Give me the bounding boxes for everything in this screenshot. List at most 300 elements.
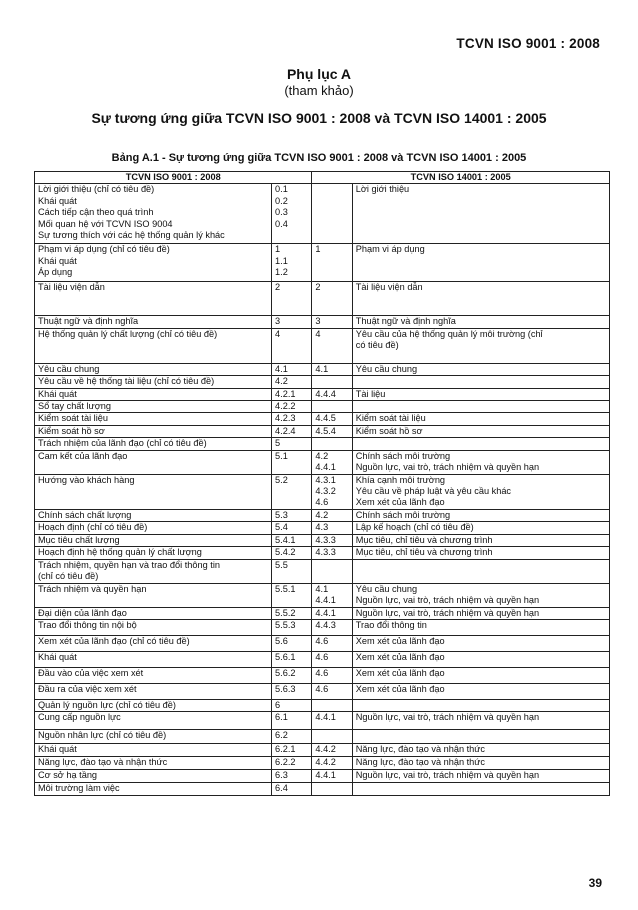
iso14001-number-cell: [312, 282, 352, 316]
iso9001-clause-cell: [35, 413, 272, 425]
table-caption: Bảng A.1 - Sự tương ứng giữa TCVN ISO 9001 : 2008 và TCVN ISO 14001 : 2005: [111, 152, 527, 164]
iso9001-clause-cell: [35, 699, 272, 711]
cell-line: 6.3: [275, 770, 288, 781]
iso9001-number-cell: [272, 438, 312, 450]
table-row: [35, 667, 610, 683]
iso9001-clause-cell: [35, 328, 272, 363]
cell-line: Hoạch định hệ thống quản lý chất lượng: [38, 547, 202, 558]
iso14001-clause-cell: [352, 328, 609, 363]
iso14001-number-cell: [312, 376, 352, 388]
iso9001-clause-cell: [35, 744, 272, 757]
iso9001-clause-cell: [35, 635, 272, 651]
iso9001-clause-cell: [35, 474, 272, 509]
cell-line: 4.4.1: [315, 712, 336, 723]
iso9001-number-cell: [272, 316, 312, 328]
cell-line: Yêu cầu của hệ thống quản lý môi trường (chỉ: [355, 328, 543, 339]
cell-line: Xem xét của lãnh đạo: [355, 651, 445, 662]
cell-line: 6.2.2: [275, 757, 296, 768]
iso14001-number-cell: [312, 425, 352, 437]
iso9001-number-cell: [272, 683, 312, 699]
cell-line: Yêu cầu chung: [355, 583, 418, 594]
cell-line: 4.4.1: [315, 770, 336, 781]
iso9001-number-cell: [272, 651, 312, 667]
cell-line: 5.5.1: [275, 583, 296, 594]
cell-line: Nguồn lực, vai trò, trách nhiệm và quyền hạn: [355, 607, 540, 618]
iso14001-number-cell: [312, 607, 352, 619]
table-row: [35, 363, 610, 375]
header-iso-9001: TCVN ISO 9001 : 2008: [35, 172, 312, 184]
cell-line: Cung cấp nguồn lực: [38, 712, 121, 723]
cell-line: Nguồn lực, vai trò, trách nhiệm và quyền hạn: [355, 462, 540, 473]
cell-line: Trao đổi thông tin nội bộ: [38, 619, 137, 630]
iso9001-number-cell: [272, 328, 312, 363]
cell-line: 2: [275, 282, 281, 293]
cell-line: 6.4: [275, 783, 288, 794]
iso9001-number-cell: [272, 534, 312, 546]
cell-line: Xem xét của lãnh đạo: [355, 683, 445, 694]
iso14001-number-cell: [312, 522, 352, 534]
iso14001-number-cell: [312, 401, 352, 413]
iso14001-clause-cell: [352, 667, 609, 683]
cell-line: Thuật ngữ và định nghĩa: [355, 316, 456, 327]
table-row: [35, 651, 610, 667]
table-row: [35, 744, 610, 757]
cell-line: 5.2: [275, 474, 288, 485]
iso14001-number-cell: [312, 388, 352, 400]
cell-line: Tài liệu viện dẫn: [38, 282, 105, 293]
iso14001-clause-cell: [352, 376, 609, 388]
table-row: [35, 583, 610, 607]
cell-line: Áp dụng: [38, 267, 73, 278]
iso14001-clause-cell: [352, 783, 609, 796]
iso9001-number-cell: [272, 474, 312, 509]
cell-line: Thuật ngữ và định nghĩa: [38, 316, 139, 327]
cell-line: 4.3: [315, 522, 329, 533]
main-title: Sự tương ứng giữa TCVN ISO 9001 : 2008 và TCVN ISO 14001 : 2005: [91, 110, 547, 126]
appendix-subtitle: (tham khảo): [284, 83, 354, 98]
iso9001-clause-cell: [35, 376, 272, 388]
table-row: [35, 244, 610, 282]
cell-line: 0.2: [275, 195, 288, 206]
iso9001-clause-cell: [35, 667, 272, 683]
iso14001-clause-cell: [352, 683, 609, 699]
iso9001-clause-cell: [35, 783, 272, 796]
cell-line: Khái quát: [38, 388, 77, 399]
iso14001-clause-cell: [352, 425, 609, 437]
table-row: [35, 509, 610, 521]
cell-line: 4: [275, 328, 281, 339]
iso9001-number-cell: [272, 757, 312, 770]
cell-line: 4.6: [315, 683, 329, 694]
iso9001-clause-cell: [35, 712, 272, 730]
iso9001-number-cell: [272, 363, 312, 375]
cell-line: 4.1: [315, 583, 329, 594]
iso14001-clause-cell: [352, 757, 609, 770]
cell-line: Lời giới thiệu (chỉ có tiêu đề): [38, 184, 155, 195]
cell-line: 4.3.3: [315, 534, 336, 545]
cell-line: 4.2: [275, 376, 288, 387]
cell-line: Kiểm soát hồ sơ: [38, 425, 105, 436]
cell-line: 6: [275, 699, 281, 710]
cell-line: 5.5: [275, 559, 288, 570]
iso14001-number-cell: [312, 770, 352, 783]
iso14001-number-cell: [312, 363, 352, 375]
iso14001-clause-cell: [352, 651, 609, 667]
cell-line: 5.4.2: [275, 547, 296, 558]
cell-line: 5.4: [275, 522, 288, 533]
iso14001-number-cell: [312, 316, 352, 328]
iso14001-number-cell: [312, 635, 352, 651]
iso14001-clause-cell: [352, 744, 609, 757]
cell-line: Tài liệu viện dẫn: [355, 282, 423, 293]
cell-line: Trách nhiệm và quyền hạn: [38, 583, 147, 594]
cell-line: 2: [315, 282, 321, 293]
cell-line: 5: [275, 438, 281, 449]
iso14001-number-cell: [312, 783, 352, 796]
cell-line: 4.6: [315, 497, 329, 508]
cell-line: 4.2.3: [275, 413, 296, 424]
cell-line: Hướng vào khách hàng: [38, 474, 135, 485]
iso9001-number-cell: [272, 244, 312, 282]
cell-line: 5.5.2: [275, 607, 296, 618]
cell-line: Yêu cầu về pháp luật và yêu cầu khác: [355, 486, 512, 497]
iso14001-clause-cell: [352, 607, 609, 619]
cell-line: 4.5.4: [315, 425, 336, 436]
iso14001-clause-cell: [352, 244, 609, 282]
cell-line: Xem xét của lãnh đạo (chỉ có tiêu đề): [38, 635, 190, 646]
table-row: [35, 635, 610, 651]
iso9001-number-cell: [272, 413, 312, 425]
iso14001-clause-cell: [352, 559, 609, 583]
cell-line: Đầu vào của việc xem xét: [38, 667, 144, 678]
cell-line: 4.4.1: [315, 594, 336, 605]
cell-line: 5.4.1: [275, 534, 296, 545]
iso9001-number-cell: [272, 425, 312, 437]
iso14001-number-cell: [312, 619, 352, 635]
cell-line: 3: [315, 316, 321, 327]
iso14001-clause-cell: [352, 583, 609, 607]
correspondence-table: [34, 171, 610, 796]
iso9001-clause-cell: [35, 607, 272, 619]
cell-line: 4.3.3: [315, 547, 336, 558]
cell-line: 5.1: [275, 450, 288, 461]
cell-line: Cam kết của lãnh đạo: [38, 450, 128, 461]
iso9001-number-cell: [272, 583, 312, 607]
cell-line: 0.1: [275, 184, 288, 195]
iso9001-number-cell: [272, 509, 312, 521]
iso14001-clause-cell: [352, 730, 609, 744]
table-row: [35, 683, 610, 699]
cell-line: Nguồn lực, vai trò, trách nhiệm và quyền hạn: [355, 770, 540, 781]
iso9001-clause-cell: [35, 438, 272, 450]
cell-line: 4.4.4: [315, 388, 336, 399]
cell-line: Lời giới thiệu: [355, 184, 410, 195]
iso9001-number-cell: [272, 401, 312, 413]
standard-header: TCVN ISO 9001 : 2008: [456, 36, 600, 51]
cell-line: Xem xét của lãnh đạo: [355, 497, 445, 508]
cell-line: Chính sách chất lượng: [38, 509, 132, 520]
iso9001-clause-cell: [35, 683, 272, 699]
iso9001-number-cell: [272, 699, 312, 711]
iso9001-clause-cell: [35, 316, 272, 328]
cell-line: 4.6: [315, 667, 329, 678]
iso9001-clause-cell: [35, 534, 272, 546]
iso14001-clause-cell: [352, 388, 609, 400]
cell-line: 0.3: [275, 207, 288, 218]
iso9001-number-cell: [272, 619, 312, 635]
iso14001-number-cell: [312, 730, 352, 744]
iso14001-number-cell: [312, 547, 352, 559]
cell-line: 4.4.1: [315, 462, 336, 473]
iso14001-clause-cell: [352, 450, 609, 474]
cell-line: 3: [275, 316, 281, 327]
iso9001-clause-cell: [35, 547, 272, 559]
cell-line: Mục tiêu chất lượng: [38, 534, 120, 545]
table-row: [35, 730, 610, 744]
cell-line: Yêu cầu về hệ thống tài liệu (chỉ có tiêu đề): [38, 376, 215, 387]
cell-line: Khái quát: [38, 195, 77, 206]
table-row: [35, 388, 610, 400]
cell-line: 4.2: [315, 509, 329, 520]
cell-line: 4.2.4: [275, 425, 296, 436]
table-row: [35, 547, 610, 559]
iso14001-clause-cell: [352, 534, 609, 546]
cell-line: Môi trường làm việc: [38, 783, 120, 794]
iso9001-number-cell: [272, 770, 312, 783]
iso9001-number-cell: [272, 607, 312, 619]
cell-line: 6.1: [275, 712, 288, 723]
iso9001-number-cell: [272, 450, 312, 474]
cell-line: Lập kế hoạch (chỉ có tiêu đề): [355, 522, 474, 533]
cell-line: (chỉ có tiêu đề): [38, 570, 99, 581]
iso14001-clause-cell: [352, 413, 609, 425]
cell-line: Đại diện của lãnh đạo: [38, 607, 127, 618]
iso14001-number-cell: [312, 683, 352, 699]
table-row: [35, 413, 610, 425]
cell-line: 4.4.3: [315, 619, 336, 630]
cell-line: Trách nhiệm của lãnh đạo (chỉ có tiêu đề): [38, 438, 207, 449]
cell-line: Nguồn lực, vai trò, trách nhiệm và quyền hạn: [355, 712, 540, 723]
cell-line: Cách tiếp cận theo quá trình: [38, 207, 154, 218]
cell-line: Khía cạnh môi trường: [355, 474, 446, 485]
cell-line: Năng lực, đào tạo và nhận thức: [38, 757, 168, 768]
iso9001-clause-cell: [35, 450, 272, 474]
iso14001-number-cell: [312, 667, 352, 683]
iso9001-clause-cell: [35, 583, 272, 607]
cell-line: 5.5.3: [275, 619, 296, 630]
cell-line: Kiểm soát tài liệu: [38, 413, 108, 424]
cell-line: 4.1: [315, 363, 329, 374]
cell-line: Yêu cầu chung: [355, 363, 418, 374]
iso9001-clause-cell: [35, 730, 272, 744]
cell-line: Mối quan hệ với TCVN ISO 9004: [38, 218, 173, 229]
cell-line: Đầu ra của việc xem xét: [38, 683, 137, 694]
iso9001-clause-cell: [35, 363, 272, 375]
table-row: [35, 438, 610, 450]
table-row: [35, 783, 610, 796]
cell-line: có tiêu đề): [355, 340, 399, 351]
iso9001-clause-cell: [35, 401, 272, 413]
iso14001-number-cell: [312, 328, 352, 363]
cell-line: Xem xét của lãnh đạo: [355, 635, 445, 646]
cell-line: 5.6: [275, 635, 288, 646]
iso9001-clause-cell: [35, 770, 272, 783]
cell-line: Hoạch định (chỉ có tiêu đề): [38, 522, 148, 533]
cell-line: Năng lực, đào tạo và nhận thức: [355, 744, 486, 755]
iso14001-clause-cell: [352, 438, 609, 450]
table-row: [35, 316, 610, 328]
cell-line: Hệ thống quản lý chất lượng (chỉ có tiêu đề): [38, 328, 218, 339]
iso14001-clause-cell: [352, 316, 609, 328]
cell-line: 4.2: [315, 450, 329, 461]
table-header-row: [35, 172, 610, 184]
iso9001-clause-cell: [35, 619, 272, 635]
iso14001-number-cell: [312, 651, 352, 667]
iso14001-clause-cell: [352, 474, 609, 509]
iso9001-clause-cell: [35, 425, 272, 437]
iso9001-number-cell: [272, 559, 312, 583]
cell-line: Nguồn nhân lực (chỉ có tiêu đề): [38, 730, 167, 741]
iso14001-number-cell: [312, 413, 352, 425]
iso14001-clause-cell: [352, 184, 609, 244]
table-row: [35, 425, 610, 437]
cell-line: Tài liệu: [355, 388, 386, 399]
iso14001-clause-cell: [352, 363, 609, 375]
cell-line: Năng lực, đào tạo và nhận thức: [355, 757, 486, 768]
iso9001-number-cell: [272, 388, 312, 400]
iso9001-clause-cell: [35, 509, 272, 521]
iso9001-number-cell: [272, 282, 312, 316]
cell-line: Cơ sở hạ tầng: [38, 770, 98, 781]
cell-line: Sự tương thích với các hệ thống quản lý khác: [38, 230, 225, 241]
cell-line: Mục tiêu, chỉ tiêu và chương trình: [355, 547, 493, 558]
cell-line: 5.6.1: [275, 651, 296, 662]
iso9001-clause-cell: [35, 184, 272, 244]
table-row: [35, 376, 610, 388]
iso14001-number-cell: [312, 559, 352, 583]
iso9001-number-cell: [272, 184, 312, 244]
table-row: [35, 328, 610, 363]
iso14001-clause-cell: [352, 547, 609, 559]
iso14001-number-cell: [312, 244, 352, 282]
iso14001-clause-cell: [352, 282, 609, 316]
table-row: [35, 282, 610, 316]
table-row: [35, 401, 610, 413]
iso9001-clause-cell: [35, 388, 272, 400]
iso14001-number-cell: [312, 712, 352, 730]
iso9001-clause-cell: [35, 757, 272, 770]
iso9001-number-cell: [272, 712, 312, 730]
table-row: [35, 534, 610, 546]
iso9001-number-cell: [272, 783, 312, 796]
cell-line: 4: [315, 328, 321, 339]
cell-line: 4.2.1: [275, 388, 296, 399]
cell-line: 4.4.2: [315, 757, 336, 768]
iso14001-number-cell: [312, 509, 352, 521]
cell-line: 6.2: [275, 730, 288, 741]
iso14001-clause-cell: [352, 712, 609, 730]
iso14001-clause-cell: [352, 522, 609, 534]
cell-line: 4.4.1: [315, 607, 336, 618]
iso9001-number-cell: [272, 376, 312, 388]
table-row: [35, 450, 610, 474]
cell-line: Kiểm soát tài liệu: [355, 413, 426, 424]
iso9001-clause-cell: [35, 522, 272, 534]
cell-line: 4.3.1: [315, 474, 336, 485]
cell-line: 5.3: [275, 509, 288, 520]
page-number: 39: [588, 876, 602, 890]
cell-line: Xem xét của lãnh đạo: [355, 667, 445, 678]
cell-line: 4.3.2: [315, 486, 336, 497]
cell-line: 4.2.2: [275, 401, 296, 412]
cell-line: Phạm vi áp dụng (chỉ có tiêu đề): [38, 244, 170, 255]
cell-line: Yêu cầu chung: [38, 363, 100, 374]
cell-line: Trao đổi thông tin: [355, 619, 427, 630]
iso14001-clause-cell: [352, 770, 609, 783]
table-row: [35, 770, 610, 783]
iso14001-clause-cell: [352, 509, 609, 521]
cell-line: Khái quát: [38, 651, 77, 662]
iso9001-number-cell: [272, 635, 312, 651]
iso14001-number-cell: [312, 474, 352, 509]
table-row: [35, 522, 610, 534]
iso9001-clause-cell: [35, 559, 272, 583]
cell-line: 5.6.3: [275, 683, 296, 694]
table-row: [35, 184, 610, 244]
iso9001-number-cell: [272, 547, 312, 559]
cell-line: 0.4: [275, 218, 288, 229]
iso14001-number-cell: [312, 534, 352, 546]
cell-line: 4.6: [315, 635, 329, 646]
table-row: [35, 712, 610, 730]
cell-line: 1.2: [275, 267, 288, 278]
cell-line: Kiểm soát hồ sơ: [355, 425, 423, 436]
cell-line: 1.1: [275, 255, 288, 266]
cell-line: 4.1: [275, 363, 288, 374]
iso14001-clause-cell: [352, 635, 609, 651]
cell-line: 4.4.5: [315, 413, 336, 424]
table-row: [35, 757, 610, 770]
cell-line: Mục tiêu, chỉ tiêu và chương trình: [355, 534, 493, 545]
table-body: [35, 184, 610, 796]
cell-line: 1: [315, 244, 321, 255]
iso9001-number-cell: [272, 522, 312, 534]
cell-line: Khái quát: [38, 255, 77, 266]
cell-line: Khái quát: [38, 744, 77, 755]
header-iso-14001: TCVN ISO 14001 : 2005: [312, 172, 610, 184]
cell-line: 4.6: [315, 651, 329, 662]
iso14001-clause-cell: [352, 619, 609, 635]
cell-line: Chính sách môi trường: [355, 509, 451, 520]
iso9001-clause-cell: [35, 244, 272, 282]
iso9001-number-cell: [272, 730, 312, 744]
iso14001-clause-cell: [352, 401, 609, 413]
cell-line: 4.4.2: [315, 744, 336, 755]
iso14001-number-cell: [312, 583, 352, 607]
iso9001-number-cell: [272, 667, 312, 683]
cell-line: Sổ tay chất lượng: [38, 401, 111, 412]
table-row: [35, 699, 610, 711]
cell-line: 6.2.1: [275, 744, 296, 755]
table-row: [35, 607, 610, 619]
cell-line: Trách nhiệm, quyền hạn và trao đổi thông tin: [38, 559, 220, 570]
iso14001-number-cell: [312, 744, 352, 757]
appendix-title: Phụ lục A: [286, 66, 352, 82]
cell-line: Quản lý nguồn lực (chỉ có tiêu đề): [38, 699, 176, 710]
iso9001-clause-cell: [35, 651, 272, 667]
iso14001-clause-cell: [352, 699, 609, 711]
table-row: [35, 559, 610, 583]
